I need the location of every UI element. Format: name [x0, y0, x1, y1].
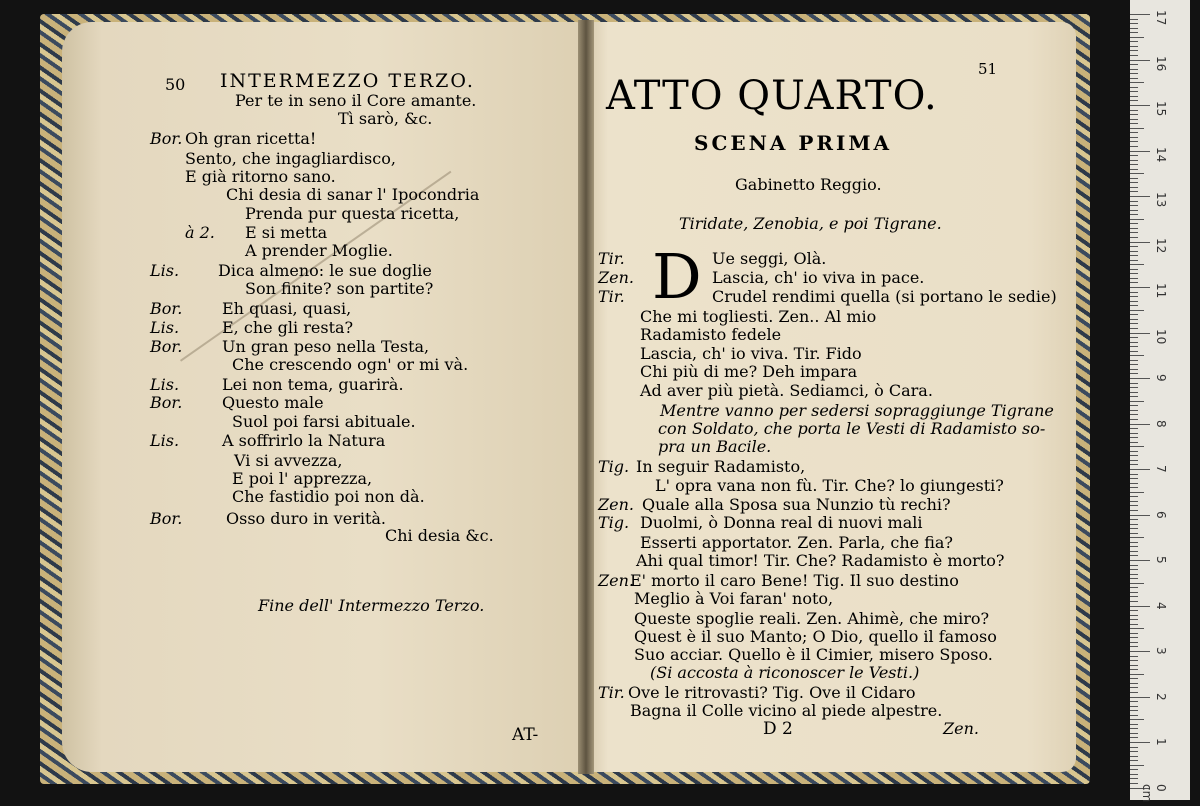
scene-title: SCENA PRIMA: [694, 131, 893, 155]
verse-line: Osso duro in verità.: [226, 509, 387, 528]
ruler-tick: [1130, 742, 1150, 743]
verse-line: E si metta: [245, 223, 328, 242]
ruler-tick: [1130, 533, 1138, 534]
act-title: ATTO QUARTO.: [606, 73, 938, 119]
ruler-tick: [1130, 596, 1138, 597]
speaker-label: Tir.: [598, 683, 625, 702]
verse-line: Crudel rendimi quella (si portano le sedie): [712, 287, 1057, 306]
ruler-tick: [1130, 260, 1138, 261]
ruler-tick: [1130, 123, 1138, 124]
ruler-tick: [1130, 565, 1138, 566]
ruler-tick: [1130, 455, 1138, 456]
ruler-tick: [1130, 774, 1138, 775]
verse-line: A soffrirlo la Natura: [222, 431, 386, 450]
ruler-tick: [1130, 483, 1138, 484]
ruler-tick: [1130, 524, 1138, 525]
ruler-label: 17: [1154, 10, 1168, 26]
verse-line: Queste spoglie reali. Zen. Ahimè, che miro?: [634, 609, 990, 628]
verse-line: Che crescendo ogn' or mi và.: [232, 355, 469, 374]
ruler-tick: [1130, 737, 1138, 738]
ruler-tick: [1130, 464, 1138, 465]
verse-line: Dica almeno: le sue doglie: [218, 261, 432, 280]
ruler-tick: [1130, 437, 1138, 438]
ruler-tick: [1130, 651, 1150, 652]
verse-line: Radamisto fedele: [640, 325, 782, 344]
ruler-tick: [1130, 155, 1138, 156]
ruler-tick: [1130, 301, 1138, 302]
ruler-tick: [1130, 510, 1138, 511]
ruler-label: 0 cm: [1140, 783, 1168, 802]
ruler-tick: [1130, 73, 1138, 74]
verse-line: L' opra vana non fù. Tir. Che? lo giungesti?: [655, 476, 1004, 495]
ruler-tick: [1130, 91, 1138, 92]
right-catchword: Zen.: [943, 719, 979, 738]
ruler-tick: [1130, 505, 1138, 506]
ruler-tick: [1130, 414, 1138, 415]
verse-line: Ahi qual timor! Tir. Che? Radamisto è morto?: [636, 551, 1005, 570]
ruler-tick: [1130, 610, 1138, 611]
ruler-tick: [1130, 378, 1150, 379]
ruler-tick: [1130, 560, 1150, 561]
ruler-tick: [1130, 460, 1138, 461]
speaker-label: Tig.: [598, 513, 630, 532]
verse-line: Esserti apportator. Zen. Parla, che fia?: [640, 533, 953, 552]
ruler-tick: [1130, 419, 1138, 420]
ruler-tick: [1130, 100, 1138, 101]
ruler-tick: [1130, 428, 1138, 429]
ruler-label: 3: [1154, 647, 1168, 655]
ruler-label: 4: [1154, 601, 1168, 610]
ruler-tick: [1130, 278, 1138, 279]
ruler-tick: [1130, 424, 1150, 425]
ruler-tick: [1130, 187, 1138, 188]
ruler-tick: [1130, 678, 1138, 679]
speaker-label: Bor.: [150, 393, 183, 412]
verse-line: Quest è il suo Manto; O Dio, quello il famoso: [634, 627, 997, 646]
ruler-tick: [1130, 674, 1144, 675]
ruler-tick: [1130, 719, 1144, 720]
ruler-tick: [1130, 105, 1150, 106]
ruler-tick: [1130, 555, 1138, 556]
ruler-tick: [1130, 587, 1138, 588]
ruler-tick: [1130, 660, 1138, 661]
ruler-tick: [1130, 665, 1138, 666]
ruler-tick: [1130, 624, 1138, 625]
ruler-tick: [1130, 214, 1138, 215]
ruler-tick: [1130, 710, 1138, 711]
stage-direction: (Si accosta à riconoscer le Vesti.): [650, 663, 920, 682]
verse-line: Suo acciar. Quello è il Cimier, misero Sposo.: [634, 645, 993, 664]
ruler-tick: [1130, 46, 1138, 47]
speaker-label: Tig.: [598, 457, 630, 476]
ruler-tick: [1130, 28, 1138, 29]
ruler-tick: [1130, 751, 1138, 752]
verse-line: Chi desia di sanar l' Ipocondria: [226, 185, 480, 204]
ruler-tick: [1130, 305, 1138, 306]
ruler-tick: [1130, 78, 1138, 79]
speaker-label: Lis.: [150, 375, 180, 394]
verse-line: Prenda pur questa ricetta,: [245, 204, 460, 223]
ruler-tick: [1130, 692, 1138, 693]
ruler-tick: [1130, 656, 1138, 657]
verse-line: Per te in seno il Core amante.: [235, 91, 477, 110]
ruler-tick: [1130, 114, 1138, 115]
verse-line: Meglio à Voi faran' noto,: [634, 589, 834, 608]
ruler-tick: [1130, 346, 1138, 347]
verse-line: Lascia, ch' io viva in pace.: [712, 268, 925, 287]
ruler-tick: [1130, 19, 1138, 20]
ruler-tick: [1130, 351, 1138, 352]
ruler-tick: [1130, 296, 1138, 297]
ruler-tick: [1130, 747, 1138, 748]
ruler-tick: [1130, 569, 1138, 570]
left-running-head: INTERMEZZO TERZO.: [220, 70, 475, 92]
ruler-tick: [1130, 724, 1138, 725]
ruler-tick: [1130, 765, 1144, 766]
ruler-tick: [1130, 487, 1138, 488]
ruler-tick: [1130, 637, 1138, 638]
ruler-tick: [1130, 246, 1138, 247]
ruler-label: 9: [1154, 374, 1168, 382]
verse-line: Son finite? son partite?: [245, 279, 434, 298]
verse-line: E, che gli resta?: [222, 318, 354, 337]
ruler-tick: [1130, 191, 1138, 192]
right-page-number: 51: [978, 60, 998, 78]
verse-line: Oh gran ricetta!: [185, 129, 317, 148]
speaker-label: Bor.: [150, 129, 183, 148]
verse-line: A prender Moglie.: [245, 241, 393, 260]
ruler-tick: [1130, 669, 1138, 670]
verse-line: Che fastidio poi non dà.: [232, 487, 425, 506]
ruler-label: 15: [1154, 101, 1168, 117]
ruler-tick: [1130, 173, 1144, 174]
verse-line: Sento, che ingagliardisco,: [185, 149, 396, 168]
ruler-label: 10: [1154, 328, 1168, 344]
ruler-tick: [1130, 364, 1138, 365]
ruler-tick: [1130, 333, 1150, 334]
ruler-tick: [1130, 137, 1138, 138]
ruler-tick: [1130, 387, 1138, 388]
scene-setting: Gabinetto Reggio.: [735, 175, 882, 194]
verse-line: Questo male: [222, 393, 324, 412]
ruler-tick: [1130, 151, 1150, 152]
ruler-tick: [1130, 182, 1138, 183]
ruler-tick: [1130, 410, 1138, 411]
speaker-label: Zen.: [598, 495, 634, 514]
ruler-tick: [1130, 615, 1138, 616]
ruler-label: 16: [1154, 55, 1168, 71]
ruler-tick: [1130, 110, 1138, 111]
ruler-tick: [1130, 551, 1138, 552]
verse-line: E già ritorno sano.: [185, 167, 336, 186]
ruler-tick: [1130, 242, 1150, 243]
ruler-tick: [1130, 273, 1138, 274]
ruler-tick: [1130, 392, 1138, 393]
ruler-tick: [1130, 50, 1138, 51]
ruler-tick: [1130, 223, 1138, 224]
ruler-tick: [1130, 287, 1150, 288]
ruler-tick: [1130, 319, 1138, 320]
ruler-label: 6: [1154, 510, 1168, 519]
ruler-tick: [1130, 205, 1138, 206]
ruler-tick: [1130, 433, 1138, 434]
ruler-tick: [1130, 396, 1138, 397]
ruler-tick: [1130, 583, 1144, 584]
ruler-tick: [1130, 264, 1144, 265]
ruler-tick: [1130, 87, 1138, 88]
ruler-tick: [1130, 369, 1138, 370]
ruler-tick: [1130, 578, 1138, 579]
book-gutter: [578, 20, 594, 774]
speaker-label: à 2.: [185, 223, 215, 242]
ruler-label: 1: [1154, 738, 1168, 746]
speaker-label: Lis.: [150, 261, 180, 280]
ruler-tick: [1130, 373, 1138, 374]
ruler-tick: [1130, 310, 1144, 311]
ruler-tick: [1130, 32, 1138, 33]
ruler-tick: [1130, 683, 1138, 684]
stage-direction: con Soldato, che porta le Vesti di Radamisto so-: [658, 419, 1046, 438]
ruler-tick: [1130, 542, 1138, 543]
ruler-tick: [1130, 519, 1138, 520]
ruler-tick: [1130, 210, 1138, 211]
ruler-tick: [1130, 546, 1138, 547]
ruler-tick: [1130, 601, 1138, 602]
ruler-label: 8: [1154, 419, 1168, 428]
stage-direction: pra un Bacile.: [658, 437, 772, 456]
ruler-label: 14: [1154, 146, 1168, 162]
ruler-tick: [1130, 132, 1138, 133]
ruler-tick: [1130, 282, 1138, 283]
ruler-tick: [1130, 728, 1138, 729]
ruler-tick: [1130, 64, 1138, 65]
ruler-tick: [1130, 14, 1150, 15]
verse-line: Lascia, ch' io viva. Tir. Fido: [640, 344, 862, 363]
verse-line: E poi l' apprezza,: [232, 469, 373, 488]
scene-characters: Tiridate, Zenobia, e poi Tigrane.: [679, 214, 942, 233]
ruler-tick: [1130, 783, 1138, 784]
ruler-tick: [1130, 451, 1138, 452]
ruler-tick: [1130, 642, 1138, 643]
ruler-tick: [1130, 337, 1138, 338]
ruler-tick: [1130, 446, 1144, 447]
left-catchword: AT-: [512, 725, 539, 745]
ruler-tick: [1130, 41, 1138, 42]
verse-line: Duolmi, ò Donna real di nuovi mali: [640, 513, 923, 532]
verse-line: In seguir Radamisto,: [636, 457, 806, 476]
ruler-tick: [1130, 769, 1138, 770]
ruler-tick: [1130, 23, 1138, 24]
measuring-ruler: [1130, 0, 1190, 800]
ruler-tick: [1130, 756, 1138, 757]
ruler-tick: [1130, 760, 1138, 761]
ruler-tick: [1130, 474, 1138, 475]
verse-line: Chi più di me? Deh impara: [640, 362, 858, 381]
ruler-tick: [1130, 141, 1138, 142]
ruler-tick: [1130, 469, 1150, 470]
ruler-tick: [1130, 501, 1138, 502]
ruler-tick: [1130, 715, 1138, 716]
ruler-label: 7: [1154, 465, 1168, 473]
ruler-tick: [1130, 701, 1138, 702]
verse-line: Un gran peso nella Testa,: [222, 337, 430, 356]
ruler-label: 12: [1154, 237, 1168, 253]
ruler-tick: [1130, 706, 1138, 707]
ruler-tick: [1130, 328, 1138, 329]
drop-cap: D: [652, 240, 702, 313]
ruler-tick: [1130, 69, 1138, 70]
verse-line: Bagna il Colle vicino al piede alpestre.: [630, 701, 943, 720]
ruler-tick: [1130, 537, 1144, 538]
ruler-tick: [1130, 697, 1150, 698]
signature-mark: D 2: [763, 719, 793, 739]
speaker-label: Zen.: [598, 571, 634, 590]
verse-line: Ue seggi, Olà.: [712, 249, 827, 268]
ruler-tick: [1130, 255, 1138, 256]
ruler-tick: [1130, 82, 1144, 83]
ruler-tick: [1130, 592, 1138, 593]
ruler-tick: [1130, 687, 1138, 688]
ruler-tick: [1130, 269, 1138, 270]
ruler-label: 5: [1154, 556, 1168, 564]
ruler-tick: [1130, 619, 1138, 620]
ruler-tick: [1130, 574, 1138, 575]
verse-line: Lei non tema, guarirà.: [222, 375, 404, 394]
ruler-tick: [1130, 128, 1144, 129]
ruler-tick: [1130, 478, 1138, 479]
verse-line: Quale alla Sposa sua Nunzio tù rechi?: [642, 495, 951, 514]
ruler-tick: [1130, 37, 1144, 38]
ruler-tick: [1130, 119, 1138, 120]
ruler-tick: [1130, 528, 1138, 529]
stage-direction: Mentre vanno per sedersi sopraggiunge Tigrane: [660, 401, 1054, 420]
speaker-label: Tir.: [598, 287, 625, 306]
verse-line: Ove le ritrovasti? Tig. Ove il Cidaro: [628, 683, 916, 702]
ruler-tick: [1130, 196, 1150, 197]
ruler-tick: [1130, 228, 1138, 229]
speaker-label: Zen.: [598, 268, 634, 287]
ruler-tick: [1130, 355, 1144, 356]
ruler-tick: [1130, 55, 1138, 56]
verse-line: Vi si avvezza,: [234, 451, 343, 470]
ruler-tick: [1130, 646, 1138, 647]
speaker-label: Bor.: [150, 299, 183, 318]
ruler-tick: [1130, 292, 1138, 293]
ruler-label: 13: [1154, 192, 1168, 208]
ruler-tick: [1130, 314, 1138, 315]
ruler-tick: [1130, 160, 1138, 161]
ruler-tick: [1130, 492, 1144, 493]
verse-line: Tì sarò, &c.: [338, 109, 433, 128]
ruler-tick: [1130, 178, 1138, 179]
speaker-label: Bor.: [150, 337, 183, 356]
left-ending-line: Fine dell' Intermezzo Terzo.: [258, 596, 485, 615]
ruler-tick: [1130, 442, 1138, 443]
ruler-tick: [1130, 496, 1138, 497]
verse-line: Che mi togliesti. Zen.. Al mio: [640, 307, 877, 326]
ruler-tick: [1130, 515, 1150, 516]
ruler-tick: [1130, 405, 1138, 406]
ruler-tick: [1130, 733, 1138, 734]
ruler-tick: [1130, 96, 1138, 97]
ruler-tick: [1130, 237, 1138, 238]
ruler-tick: [1130, 323, 1138, 324]
verse-line: Eh quasi, quasi,: [222, 299, 352, 318]
speaker-label: Lis.: [150, 431, 180, 450]
ruler-tick: [1130, 146, 1138, 147]
ruler-tick: [1130, 633, 1138, 634]
ruler-tick: [1130, 60, 1150, 61]
ruler-tick: [1130, 342, 1138, 343]
ruler-tick: [1130, 251, 1138, 252]
ruler-tick: [1130, 778, 1138, 779]
left-page-number: 50: [165, 75, 186, 94]
ruler-tick: [1130, 164, 1138, 165]
ruler-tick: [1130, 360, 1138, 361]
ruler-label: 11: [1154, 283, 1168, 299]
ruler-label: 2: [1154, 692, 1168, 701]
ruler-tick: [1130, 401, 1144, 402]
ruler-tick: [1130, 232, 1138, 233]
speaker-label: Bor.: [150, 509, 183, 528]
ruler-tick: [1130, 606, 1150, 607]
speaker-label: Lis.: [150, 318, 180, 337]
ruler-tick: [1130, 201, 1138, 202]
verse-line: Ad aver più pietà. Sediamci, ò Cara.: [640, 381, 933, 400]
verse-line: Suol poi farsi abituale.: [232, 412, 416, 431]
ruler-tick: [1130, 383, 1138, 384]
ruler-tick: [1130, 628, 1144, 629]
verse-line: Chi desia &c.: [385, 526, 494, 545]
speaker-label: Tir.: [598, 249, 625, 268]
ruler-tick: [1130, 169, 1138, 170]
ruler-tick: [1130, 219, 1144, 220]
verse-line: E' morto il caro Bene! Tig. Il suo destino: [630, 571, 959, 590]
